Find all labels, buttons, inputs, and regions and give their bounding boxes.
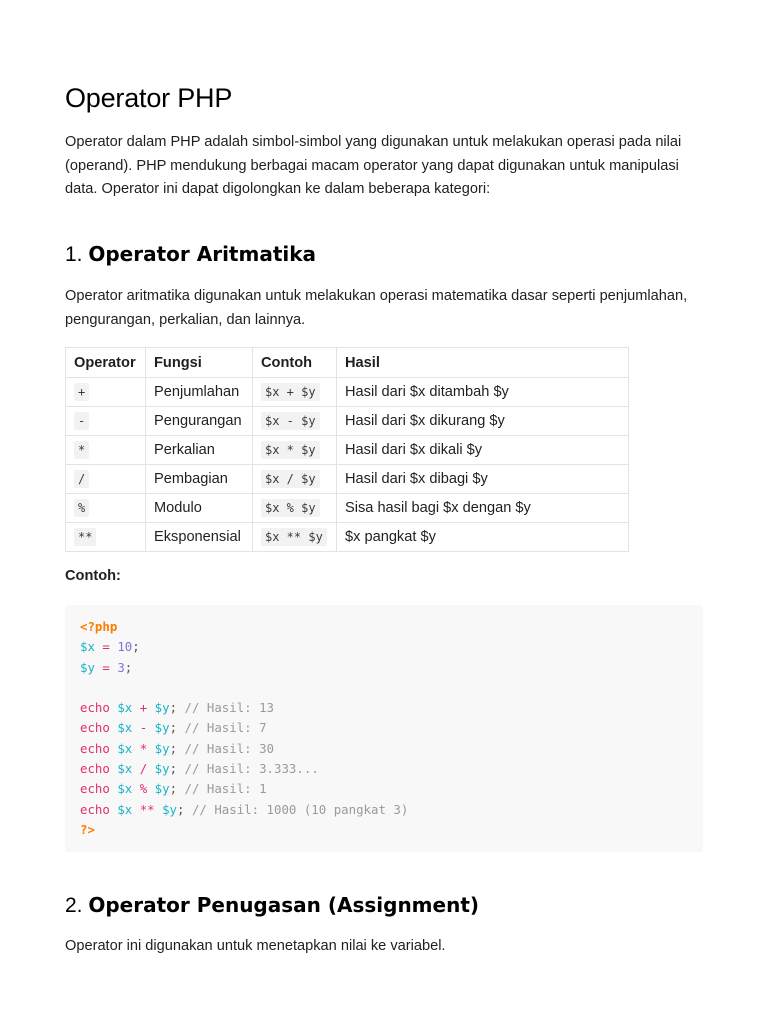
operator-result-cell — [337, 465, 629, 494]
operator-example: $x + $y — [261, 383, 320, 401]
code-variable: $y — [154, 700, 170, 716]
operator-result: Sisa hasil bagi $x dengan $y — [345, 500, 531, 516]
code-punctuation: ; — [169, 761, 178, 777]
operator-example-cell — [253, 523, 337, 552]
operator-result-cell — [337, 494, 629, 523]
code-line — [80, 617, 688, 637]
code-line — [80, 779, 688, 799]
code-operator: = — [102, 639, 110, 655]
code-variable: $y — [80, 659, 95, 675]
operator-symbol: ** — [74, 528, 96, 546]
section-1-title: Operator Aritmatika — [88, 242, 317, 266]
code-variable: $y — [162, 801, 178, 817]
code-number: 10 — [117, 639, 133, 655]
code-blank-line — [80, 678, 688, 698]
code-variable: $y — [154, 781, 170, 797]
section-2-title: Operator Penugasan (Assignment) — [88, 893, 480, 917]
section-1-number: 1. — [65, 243, 83, 266]
operator-symbol: / — [74, 470, 89, 488]
table-row — [66, 436, 629, 465]
operator-function-cell — [146, 436, 253, 465]
code-keyword: echo — [80, 761, 110, 777]
operator-symbol-cell — [66, 494, 146, 523]
table-body — [66, 378, 629, 552]
operator-symbol-cell — [66, 436, 146, 465]
code-operator: / — [139, 761, 148, 777]
code-keyword: echo — [80, 720, 110, 736]
operator-function-cell — [146, 465, 253, 494]
code-variable: $y — [154, 740, 170, 756]
code-punctuation: ; — [169, 740, 178, 756]
section-1-description: Operator aritmatika digunakan untuk melakukan operasi matematika dasar seperti penjumlahan, pengurangan, perkalian, dan lainnya. — [65, 288, 688, 328]
operator-symbol: * — [74, 441, 89, 459]
code-punctuation: ; — [169, 700, 178, 716]
code-variable: $y — [154, 720, 170, 736]
operator-function: Penjumlahan — [154, 384, 240, 400]
code-number: 3 — [117, 659, 125, 675]
code-comment: // Hasil: 1000 (10 pangkat 3) — [191, 801, 409, 817]
operator-example-cell — [253, 436, 337, 465]
operator-result-cell — [337, 436, 629, 465]
code-operator: + — [139, 700, 148, 716]
code-comment: // Hasil: 13 — [184, 700, 275, 716]
code-variable: $x — [117, 781, 133, 797]
table-row — [66, 407, 629, 436]
code-variable: $x — [117, 720, 133, 736]
page-title: Operator PHP — [65, 83, 233, 113]
code-line — [80, 739, 688, 759]
code-line — [80, 820, 688, 840]
operator-symbol-cell — [66, 407, 146, 436]
code-line — [80, 718, 688, 738]
operator-result-cell — [337, 378, 629, 407]
code-operator: = — [102, 659, 110, 675]
operator-function-cell — [146, 407, 253, 436]
operator-result-cell — [337, 523, 629, 552]
operator-function: Pengurangan — [154, 413, 242, 429]
operator-function: Modulo — [154, 500, 202, 516]
operator-example: $x ** $y — [261, 528, 327, 546]
example-label: Contoh: — [65, 568, 121, 584]
code-variable: $y — [154, 761, 170, 777]
table-header-row — [66, 348, 629, 378]
code-operator: - — [139, 720, 148, 736]
code-variable: $x — [117, 801, 133, 817]
code-punctuation: ; — [169, 781, 178, 797]
operator-result: $x pangkat $y — [345, 529, 436, 545]
code-punctuation: ; — [132, 639, 140, 655]
table-row — [66, 465, 629, 494]
code-line — [80, 637, 688, 657]
operator-result-cell — [337, 407, 629, 436]
operator-example: $x - $y — [261, 412, 320, 430]
operator-result: Hasil dari $x ditambah $y — [345, 384, 509, 400]
intro-paragraph: Operator dalam PHP adalah simbol-simbol yang digunakan untuk melakukan operasi pada nilai (operand). PHP mendukung berbagai macam operator yang dapat digunakan untuk manipulasi data. Operator ini dapat digolongkan ke dalam beberapa kategori: — [65, 134, 682, 198]
code-keyword: echo — [80, 700, 110, 716]
echo-lines — [80, 698, 688, 820]
code-keyword: echo — [80, 781, 110, 797]
section-1-heading — [65, 242, 316, 267]
operator-symbol: % — [74, 499, 89, 517]
operator-example-cell — [253, 494, 337, 523]
table-row — [66, 378, 629, 407]
operator-result: Hasil dari $x dibagi $y — [345, 471, 488, 487]
code-punctuation: ; — [124, 659, 133, 675]
section-2-description: Operator ini digunakan untuk menetapkan nilai ke variabel. — [65, 938, 446, 954]
code-variable: $x — [117, 761, 133, 777]
code-line — [80, 759, 688, 779]
operator-result: Hasil dari $x dikurang $y — [345, 413, 505, 429]
operator-symbol-cell — [66, 465, 146, 494]
arithmetic-operators-table — [65, 347, 629, 552]
operator-example: $x * $y — [261, 441, 320, 459]
code-operator: % — [139, 781, 148, 797]
code-line — [80, 800, 688, 820]
code-operator: * — [139, 740, 148, 756]
operator-function-cell — [146, 523, 253, 552]
operator-function-cell — [146, 378, 253, 407]
operator-result: Hasil dari $x dikali $y — [345, 442, 483, 458]
code-comment: // Hasil: 30 — [184, 740, 275, 756]
table-header-cell: Hasil — [337, 348, 629, 378]
operator-function: Pembagian — [154, 471, 228, 487]
code-operator: ** — [139, 801, 155, 817]
code-keyword: echo — [80, 740, 110, 756]
code-line — [80, 658, 688, 678]
operator-example: $x % $y — [261, 499, 320, 517]
code-variable: $x — [117, 740, 133, 756]
table-row — [66, 494, 629, 523]
operator-symbol: + — [74, 383, 89, 401]
table-header-cell: Contoh — [253, 348, 337, 378]
code-line — [80, 698, 688, 718]
operator-example-cell — [253, 407, 337, 436]
operator-example-cell — [253, 465, 337, 494]
operator-symbol-cell — [66, 378, 146, 407]
operator-symbol: - — [74, 412, 89, 430]
section-2-heading — [65, 893, 479, 918]
code-variable: $x — [117, 700, 133, 716]
table-header-cell: Fungsi — [146, 348, 253, 378]
code-variable: $x — [80, 639, 95, 655]
section-2-number: 2. — [65, 894, 83, 917]
code-keyword: echo — [80, 801, 110, 817]
operator-symbol-cell — [66, 523, 146, 552]
operator-function: Perkalian — [154, 442, 215, 458]
php-close-tag: ?> — [80, 821, 95, 837]
operator-example-cell — [253, 378, 337, 407]
code-comment: // Hasil: 1 — [184, 781, 267, 797]
operator-function-cell — [146, 494, 253, 523]
code-comment: // Hasil: 7 — [184, 720, 267, 736]
code-punctuation: ; — [177, 801, 185, 817]
code-block — [65, 605, 703, 852]
code-punctuation: ; — [169, 720, 178, 736]
code-comment: // Hasil: 3.333... — [184, 761, 319, 777]
table-row — [66, 523, 629, 552]
operator-example: $x / $y — [261, 470, 320, 488]
php-open-tag: <?php — [80, 619, 118, 634]
operator-function: Eksponensial — [154, 529, 241, 545]
table-header-cell: Operator — [66, 348, 146, 378]
